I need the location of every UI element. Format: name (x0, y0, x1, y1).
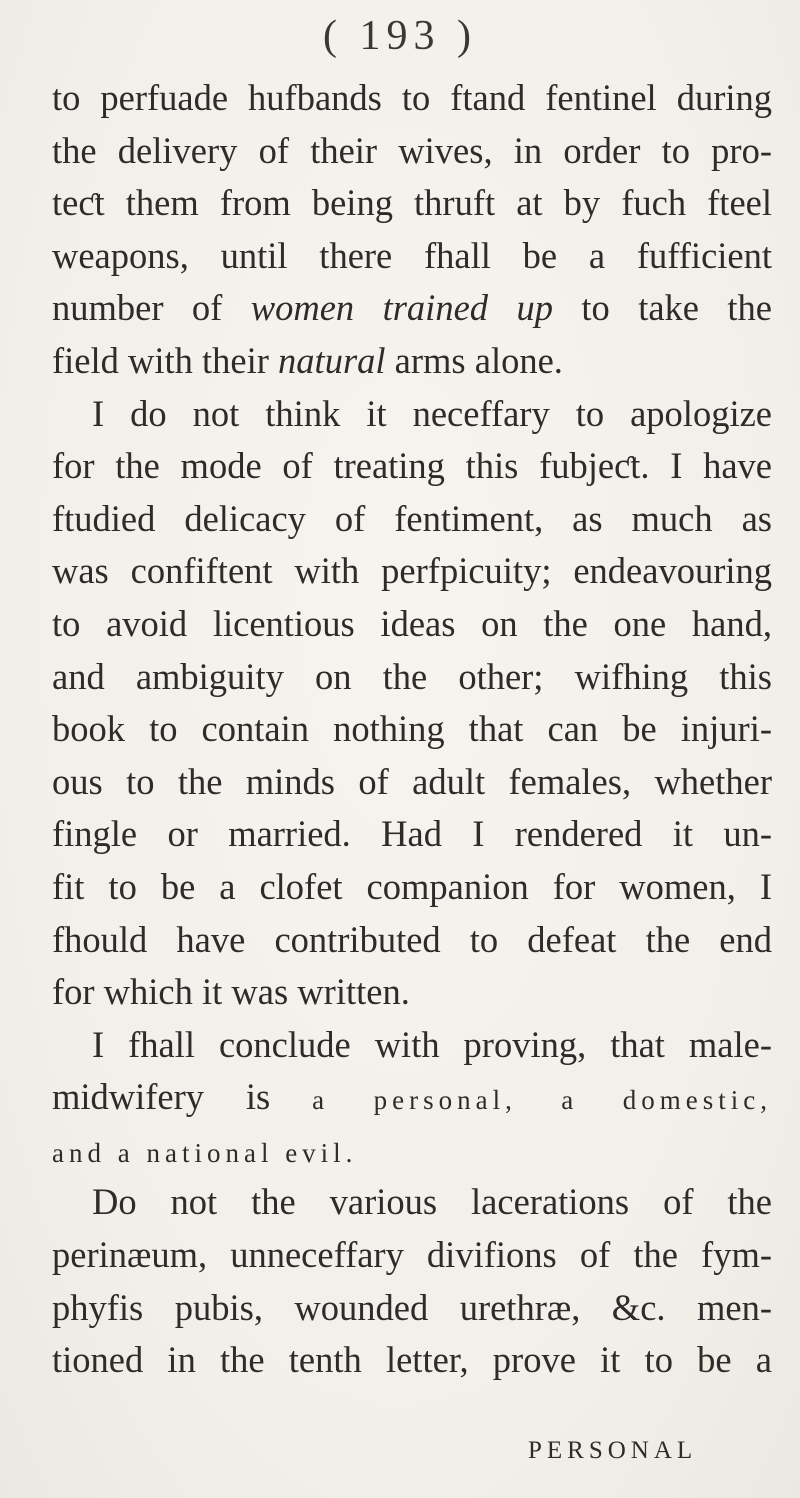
page-number: ( 193 ) (323, 13, 477, 59)
text-line (52, 1071, 772, 1124)
text-line: weapons, until there fhall be a fufficient (52, 234, 772, 276)
text-line: fingle or married. Had I rendered it un- (52, 813, 772, 855)
text-line (52, 335, 772, 388)
text-line: perinæum, unneceffary divifions of the fym- (52, 1234, 772, 1276)
text-fragment: arms alone. (385, 339, 563, 381)
text-line: Do not the various lacerations of the (92, 1181, 772, 1223)
catchword: PERSONAL (528, 1437, 698, 1464)
text-line: to avoid licentious ideas on the one hand, (52, 602, 772, 644)
text-line: fit to be a clofet companion for women, I (52, 865, 772, 907)
text-line: fhould have contributed to defeat the end (52, 918, 772, 960)
small-caps-phrase: and a national evil. (52, 1137, 358, 1168)
text-line: for which it was written. (52, 971, 410, 1013)
text-fragment: number of (52, 287, 251, 329)
text-line: to perfuade hufbands to ftand fentinel during (52, 77, 772, 118)
italic-phrase: natural (278, 339, 386, 381)
text-line: for the mode of treating this fubjeƈt. I have (52, 445, 772, 487)
text-line: phyfis pubis, wounded urethræ, &c. men- (52, 1286, 772, 1328)
small-caps-phrase: a personal, a domestic, (312, 1085, 773, 1116)
text-line: book to contain nothing that can be injuri- (52, 708, 772, 750)
text-fragment: field with their (52, 339, 279, 381)
text-line: I fhall conclude with proving, that male- (92, 1023, 772, 1065)
text-line: and ambiguity on the other; wifhing this (52, 655, 772, 697)
text-fragment: midwifery is (52, 1076, 313, 1118)
text-line: teƈt them from being thruft at by fuch fteel (52, 182, 772, 224)
text-line: ftudied delicacy of fentiment, as much as (52, 497, 772, 539)
text-line: tioned in the tenth letter, prove it to be a (52, 1339, 772, 1381)
text-line: I do not think it neceffary to apologize (92, 392, 772, 434)
text-line (52, 282, 772, 335)
text-fragment: to take the (552, 287, 772, 329)
text-line (52, 1124, 772, 1177)
text-line: the delivery of their wives, in order to pro- (52, 129, 772, 171)
text-line: was confiftent with perfpicuity; endeavouring (52, 550, 772, 592)
body-text (52, 72, 772, 1387)
text-line: ous to the minds of adult females, whether (52, 760, 772, 802)
italic-phrase: women trained up (250, 287, 553, 329)
